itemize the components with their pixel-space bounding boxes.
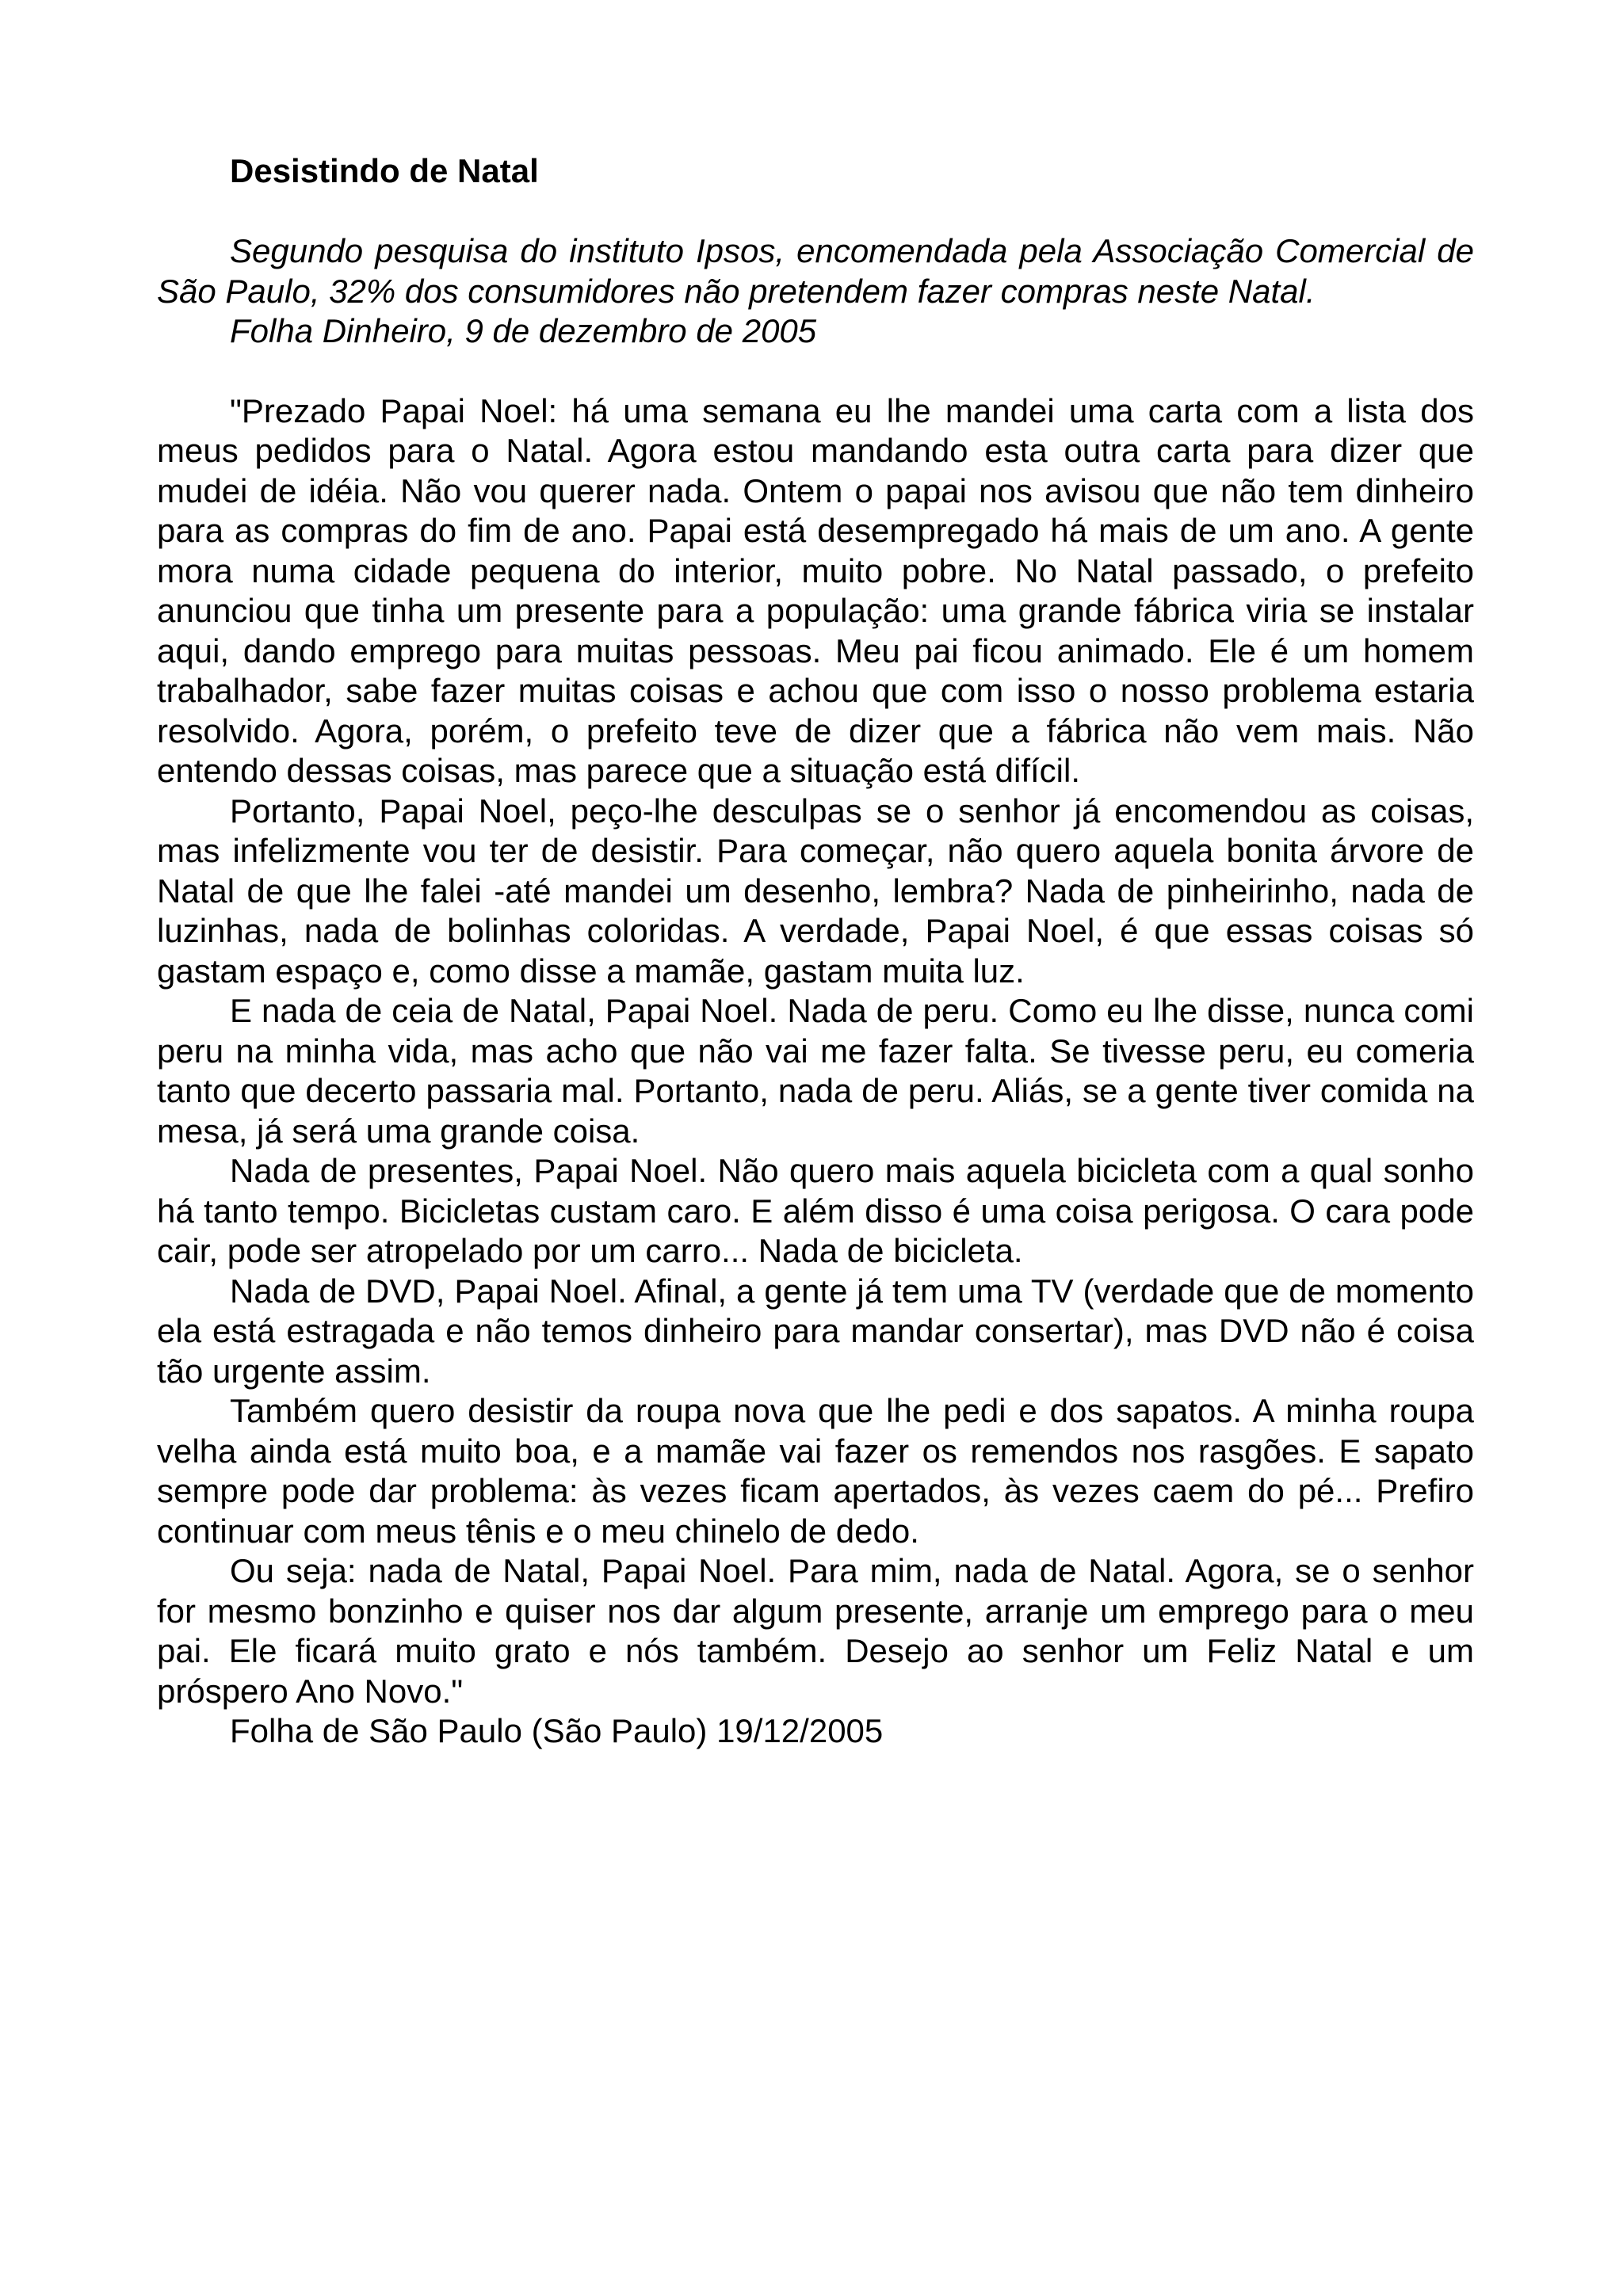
article-source: Folha de São Paulo (São Paulo) 19/12/2005 <box>230 1712 884 1749</box>
document-title: Desistindo de Natal <box>230 152 539 189</box>
paragraph: Nada de presentes, Papai Noel. Não quero mais aquela bicicleta com a qual sonho há tanto tempo. Bicicletas custam caro. E além disso é uma coisa perigosa. O cara pode cair, pode ser atropelado por um carro... Nada de bicicleta. <box>157 1152 1474 1269</box>
letter-body <box>157 391 1474 1752</box>
epigraph-text: Segundo pesquisa do instituto Ipsos, encomendada pela Associação Comercial de São Paulo, 32% dos consumidores não pretendem fazer compras neste Natal. <box>157 232 1474 310</box>
paragraph: Ou seja: nada de Natal, Papai Noel. Para mim, nada de Natal. Agora, se o senhor for mesmo bonzinho e quiser nos dar algum presente, arranje um emprego para o meu pai. Ele ficará muito grato e nós também. Desejo ao senhor um Feliz Natal e um próspero Ano Novo." <box>157 1552 1474 1710</box>
paragraph: "Prezado Papai Noel: há uma semana eu lhe mandei uma carta com a lista dos meus pedidos para o Natal. Agora estou mandando esta outra carta para dizer que mudei de idéia. Não vou querer nada. Ontem o papai nos avisou que não tem dinheiro para as compras do fim de ano. Papai está desempregado há mais de um ano. A gente mora numa cidade pequena do interior, muito pobre. No Natal passado, o prefeito anunciou que tinha um presente para a população: uma grande fábrica viria se instalar aqui, dando emprego para muitas pessoas. Meu pai ficou animado. Ele é um homem trabalhador, sabe fazer muitas coisas e achou que com isso o nosso problema estaria resolvido. Agora, porém, o prefeito teve de dizer que a fábrica não vem mais. Não entendo dessas coisas, mas parece que a situação está difícil. <box>157 391 1474 789</box>
paragraph: E nada de ceia de Natal, Papai Noel. Nada de peru. Como eu lhe disse, nunca comi peru na minha vida, mas acho que não vai me fazer falta. Se tivesse peru, eu comeria tanto que decerto passaria mal. Portanto, nada de peru. Aliás, se a gente tiver comida na mesa, já será uma grande coisa. <box>157 992 1474 1150</box>
epigraph-source: Folha Dinheiro, 9 de dezembro de 2005 <box>230 312 817 349</box>
paragraph: Nada de DVD, Papai Noel. Afinal, a gente já tem uma TV (verdade que de momento ela está estragada e não temos dinheiro para mandar consertar), mas DVD não é coisa tão urgente assim. <box>157 1272 1474 1390</box>
paragraph: Portanto, Papai Noel, peço-lhe desculpas se o senhor já encomendou as coisas, mas infelizmente vou ter de desistir. Para começar, não quero aquela bonita árvore de Natal de que lhe falei -até mandei um desenho, lembra? Nada de pinheirinho, nada de luzinhas, nada de bolinhas coloridas. A verdade, Papai Noel, é que essas coisas só gastam espaço e, como disse a mamãe, gastam muita luz. <box>157 791 1474 990</box>
paragraph: Também quero desistir da roupa nova que lhe pedi e dos sapatos. A minha roupa velha ainda está muito boa, e a mamãe vai fazer os remendos nos rasgões. E sapato sempre pode dar problema: às vezes ficam apertados, às vezes caem do pé... Prefiro continuar com meus tênis e o meu chinelo de dedo. <box>157 1392 1474 1550</box>
document-page <box>157 151 1474 1752</box>
